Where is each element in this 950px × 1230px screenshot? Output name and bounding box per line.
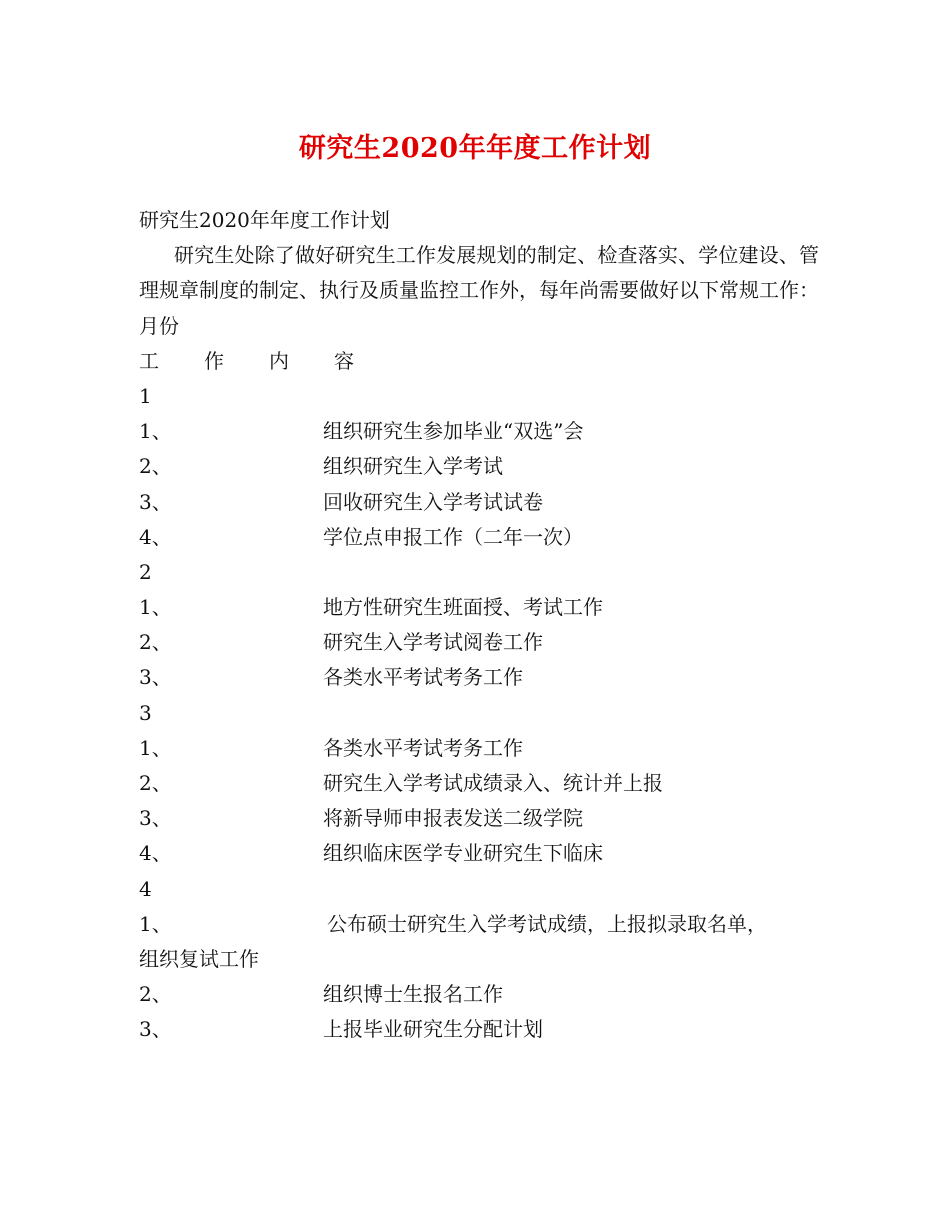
task-text: 组织研究生参加毕业“双选”会 [323, 419, 584, 444]
month-label: 2 [139, 559, 152, 584]
task-row [139, 801, 819, 836]
task-number: 2、 [139, 454, 172, 479]
header-char: 作 [204, 348, 224, 373]
task-number: 3、 [139, 1017, 172, 1042]
task-number: 2、 [139, 771, 172, 796]
task-number: 1、 [139, 419, 172, 444]
task-text: 地方性研究生班面授、考试工作 [323, 595, 603, 620]
task-number: 1、 [139, 911, 172, 936]
task-row [139, 485, 819, 520]
task-number: 3、 [139, 806, 172, 831]
document-title: 研究生2020年年度工作计划 [298, 133, 652, 164]
task-row [139, 977, 819, 1012]
task-number: 4、 [139, 841, 172, 866]
task-number: 4、 [139, 524, 172, 549]
task-number: 3、 [139, 489, 172, 514]
task-text: 学位点申报工作（二年一次） [323, 524, 583, 549]
task-text: 组织博士生报名工作 [323, 982, 503, 1007]
task-text: 组织研究生入学考试 [323, 454, 503, 479]
month-label: 3 [139, 700, 152, 725]
task-number: 1、 [139, 735, 172, 760]
task-row [139, 731, 819, 766]
task-row [139, 766, 819, 801]
header-char: 内 [269, 348, 289, 373]
task-row [139, 590, 819, 625]
task-row [139, 1012, 819, 1047]
task-row [139, 449, 819, 484]
task-row [139, 660, 819, 695]
document-subtitle: 研究生2020年年度工作计划 [139, 208, 390, 232]
header-char: 工 [139, 348, 159, 373]
task-text-continuation: 组织复试工作 [139, 946, 259, 971]
month-label: 1 [139, 383, 152, 408]
column-header-month: 月份 [139, 313, 179, 338]
task-text: 公布硕士研究生入学考试成绩，上报拟录取名单， [327, 911, 767, 936]
task-number: 2、 [139, 982, 172, 1007]
task-text: 回收研究生入学考试试卷 [323, 489, 543, 514]
task-row [139, 625, 819, 660]
header-char: 容 [334, 348, 354, 373]
task-text: 组织临床医学专业研究生下临床 [323, 841, 603, 866]
task-number: 3、 [139, 665, 172, 690]
task-number: 2、 [139, 630, 172, 655]
intro-paragraph: 研究生处除了做好研究生工作发展规划的制定、检查落实、学位建设、管理规章制度的制定、执行及质量监控工作外，每年尚需要做好以下常规工作： [139, 243, 819, 303]
task-text: 将新导师申报表发送二级学院 [323, 806, 583, 831]
task-text: 研究生入学考试阅卷工作 [323, 630, 543, 655]
task-number: 1、 [139, 595, 172, 620]
task-row [139, 414, 819, 449]
task-text: 上报毕业研究生分配计划 [323, 1017, 543, 1042]
task-row [139, 836, 819, 871]
task-text: 研究生入学考试成绩录入、统计并上报 [323, 771, 663, 796]
task-text: 各类水平考试考务工作 [323, 665, 523, 690]
task-text: 各类水平考试考务工作 [323, 735, 523, 760]
column-header-content [139, 344, 819, 379]
month-label: 4 [139, 876, 152, 901]
task-row [139, 907, 819, 942]
document-body [139, 203, 819, 1048]
task-row [139, 520, 819, 555]
